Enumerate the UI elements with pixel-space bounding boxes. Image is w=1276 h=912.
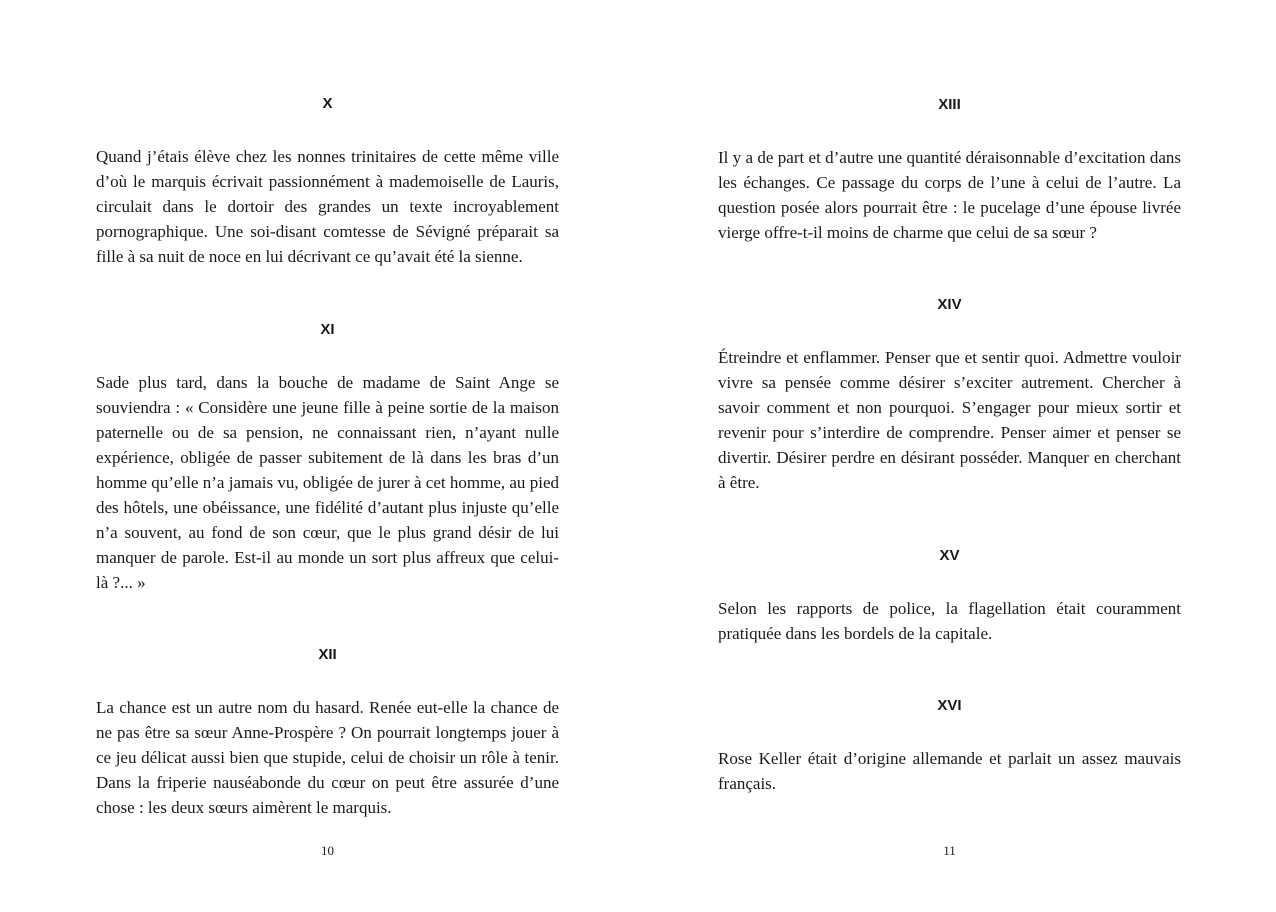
section-heading: XIV (937, 296, 962, 313)
section-heading: XI (320, 321, 335, 338)
section-heading: XII (318, 646, 337, 663)
page-number: 10 (321, 843, 334, 858)
section-paragraph: Quand j’étais élève chez les nonnes trinitaires de cette même ville d’où le marquis écrivait passionnément à mademoiselle de Lauris, circulait dans le dortoir des grandes un texte incroyablement pornographique. Une soi-disant comtesse de Sévigné préparait sa fille à sa nuit de noce en lui décrivant ce qu’avait été la sienne. (96, 147, 559, 266)
section-heading: XVI (937, 697, 962, 714)
left-page (96, 0, 559, 912)
section-xiv (718, 295, 1181, 495)
section-xi (96, 320, 559, 595)
section-paragraph: Selon les rapports de police, la flagellation était couramment pratiquée dans les bordels de la capitale. (718, 599, 1181, 643)
section-xiii (718, 95, 1181, 245)
section-heading: XIII (938, 96, 961, 113)
section-paragraph: Il y a de part et d’autre une quantité déraisonnable d’excitation dans les échanges. Ce passage du corps de l’une à celui de l’autre. La question posée alors pourrait être : le pucelage d’une épouse livrée vierge offre-t-il moins de charme que celui de sa sœur ? (718, 148, 1181, 242)
section-xv (718, 546, 1181, 646)
section-x (96, 94, 559, 269)
section-xvi (718, 696, 1181, 796)
section-heading: XV (939, 547, 960, 564)
section-xii (96, 645, 559, 820)
section-paragraph: La chance est un autre nom du hasard. Renée eut-elle la chance de ne pas être sa sœur Anne-Prospère ? On pourrait longtemps jouer à ce jeu délicat aussi bien que stupide, celui de choisir un rôle à tenir. Dans la friperie nauséabonde du cœur on peut être assurée d’une chose : les deux sœurs aimèrent le marquis. (96, 698, 559, 817)
right-page (718, 0, 1181, 912)
page-number: 11 (943, 843, 956, 858)
section-paragraph: Étreindre et enflammer. Penser que et sentir quoi. Admettre vouloir vivre sa pensée comme désirer s’exciter autrement. Chercher à savoir comment et non pourquoi. S’engager pour mieux sortir et revenir pour s’interdire de comprendre. Penser aimer et penser se divertir. Désirer perdre en désirant posséder. Manquer en cherchant à être. (718, 348, 1181, 492)
section-paragraph: Rose Keller était d’origine allemande et parlait un assez mauvais français. (718, 749, 1181, 793)
section-paragraph: Sade plus tard, dans la bouche de madame de Saint Ange se souviendra : « Considère une jeune fille à peine sortie de la maison paternelle ou de sa pension, ne connaissant rien, n’ayant nulle expérience, obligée de passer subitement de là dans les bras d’un homme qu’elle n’a jamais vu, obligée de jurer à cet homme, au pied des hôtels, une obéissance, une fidélité d’autant plus injuste qu’elle n’a souvent, au fond de son cœur, que le plus grand désir de lui manquer de parole. Est-il au monde un sort plus affreux que celui-là ?... » (96, 373, 559, 592)
section-heading: X (322, 95, 333, 112)
